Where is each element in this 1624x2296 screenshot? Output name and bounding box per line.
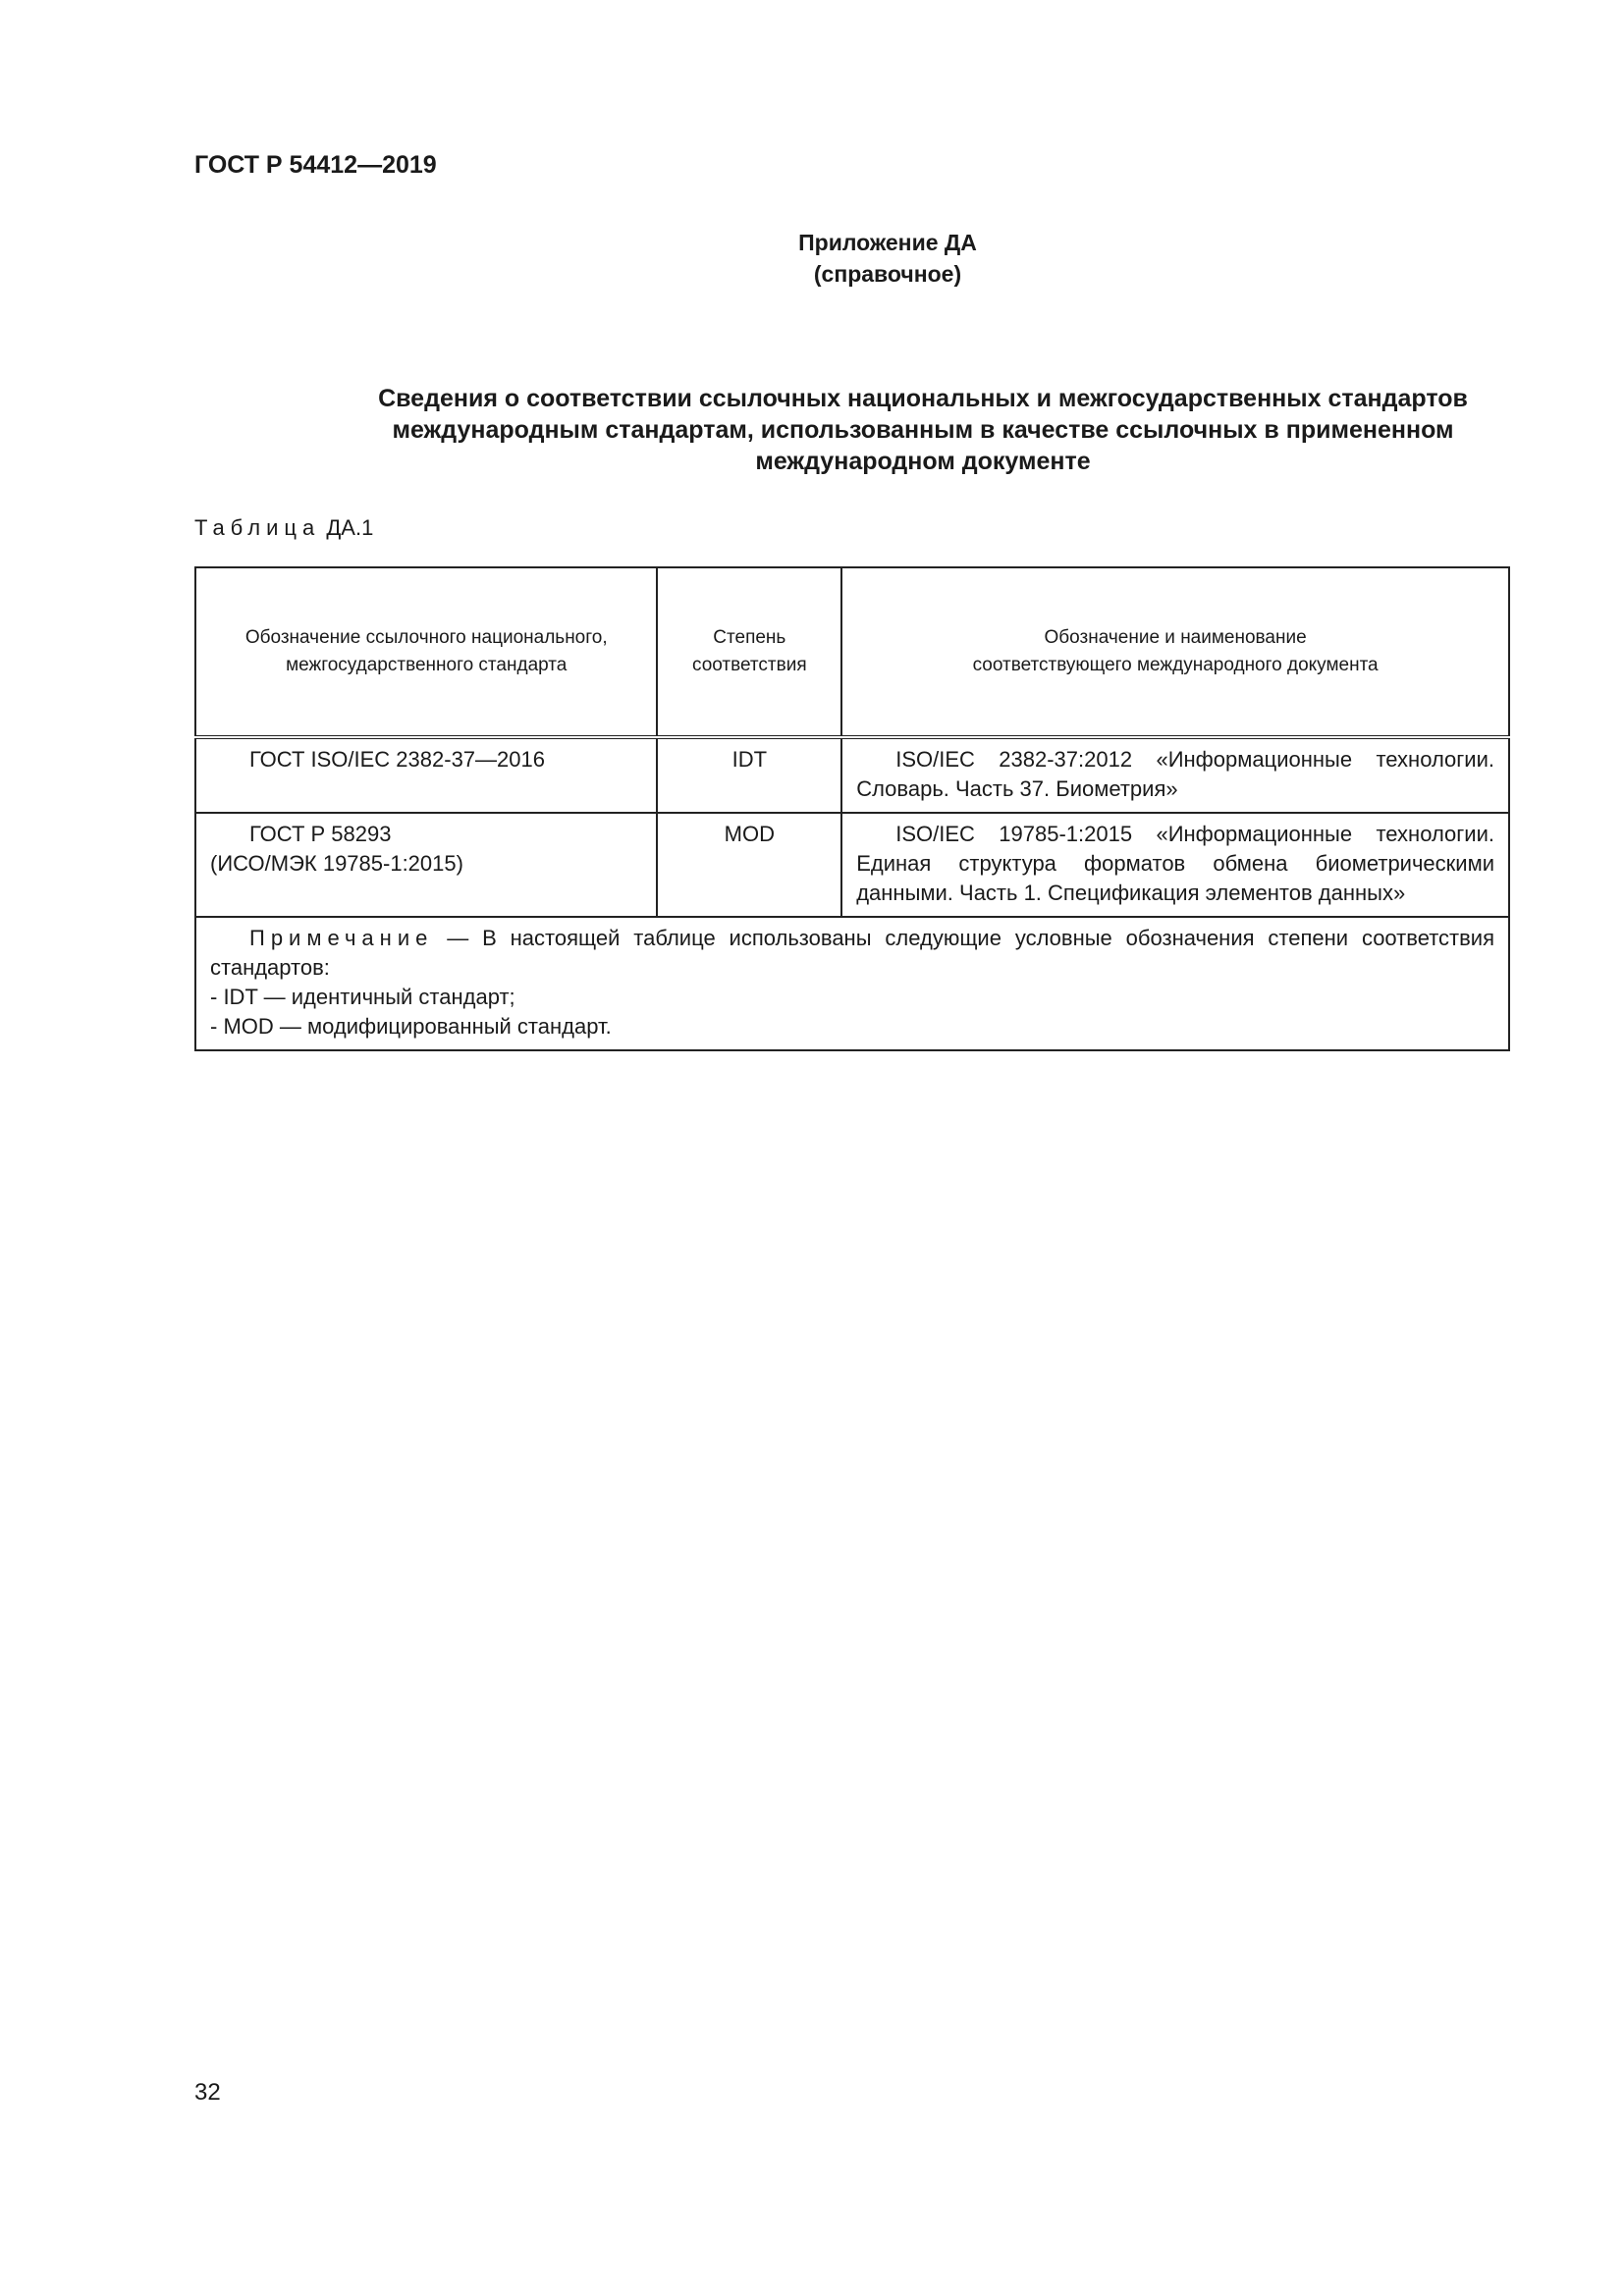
cell-standard-line1: ГОСТ Р 58293: [249, 822, 392, 846]
heading-line-1: Сведения о соответствии ссылочных национальных и межгосударственных стандартов: [378, 385, 1468, 412]
table-caption-number: ДА.1: [326, 515, 374, 540]
note-item-mod: - MOD — модифицированный стандарт.: [210, 1014, 612, 1039]
heading-line-3: международном документе: [755, 448, 1091, 475]
heading-line-2: международным стандартам, использованным в качестве ссылочных в примененном: [392, 416, 1454, 444]
table-header-row: [195, 567, 1509, 737]
table-caption: [194, 515, 373, 541]
cell-standard: [195, 813, 657, 917]
column-header-standard-line1: Обозначение ссылочного национального,: [244, 627, 608, 648]
column-header-degree-line1: Степень: [713, 627, 786, 648]
appendix-title: Приложение ДА: [798, 230, 977, 255]
cell-international: ISO/IEC 19785-1:2015 «Информационные технологии. Единая структура форматов обмена биометрическими данными. Часть 1. Спецификация элементов данных»: [841, 813, 1509, 917]
cell-standard: [195, 737, 657, 813]
appendix-type: (справочное): [813, 261, 962, 287]
cell-standard-line2: (ИСО/МЭК 19785-1:2015): [210, 851, 463, 876]
table-note-row: [195, 917, 1509, 1050]
correspondence-table: [194, 566, 1510, 1051]
table-caption-word: Таблица: [194, 515, 321, 540]
note-paragraph: [210, 924, 1494, 983]
column-header-standard-line2: межгосударственного стандарта: [286, 655, 568, 675]
column-header-degree: [657, 567, 841, 737]
cell-standard-line1: ГОСТ ISO/IEC 2382-37—2016: [249, 747, 545, 772]
page-number: 32: [194, 2079, 221, 2106]
document-code: ГОСТ Р 54412—2019: [194, 151, 437, 179]
column-header-standard: [195, 567, 657, 737]
cell-degree: MOD: [657, 813, 841, 917]
table-note: [195, 917, 1509, 1050]
table-row: [195, 813, 1509, 917]
cell-degree: IDT: [657, 737, 841, 813]
cell-international: ISO/IEC 2382-37:2012 «Информационные технологии. Словарь. Часть 37. Биометрия»: [841, 737, 1509, 813]
note-label: Примечание: [249, 926, 434, 950]
note-item-idt: - IDT — идентичный стандарт;: [210, 985, 515, 1009]
note-text: — В настоящей таблице использованы следующие условные обозначения степени соответствия стандартов:: [210, 926, 1494, 980]
column-header-degree-line2: соответствия: [691, 655, 807, 675]
column-header-international: [841, 567, 1509, 737]
table-row: [195, 737, 1509, 813]
section-heading: [226, 383, 1620, 477]
column-header-international-line1: Обозначение и наименование: [1044, 627, 1307, 648]
column-header-international-line2: соответствующего международного документа: [972, 655, 1379, 675]
